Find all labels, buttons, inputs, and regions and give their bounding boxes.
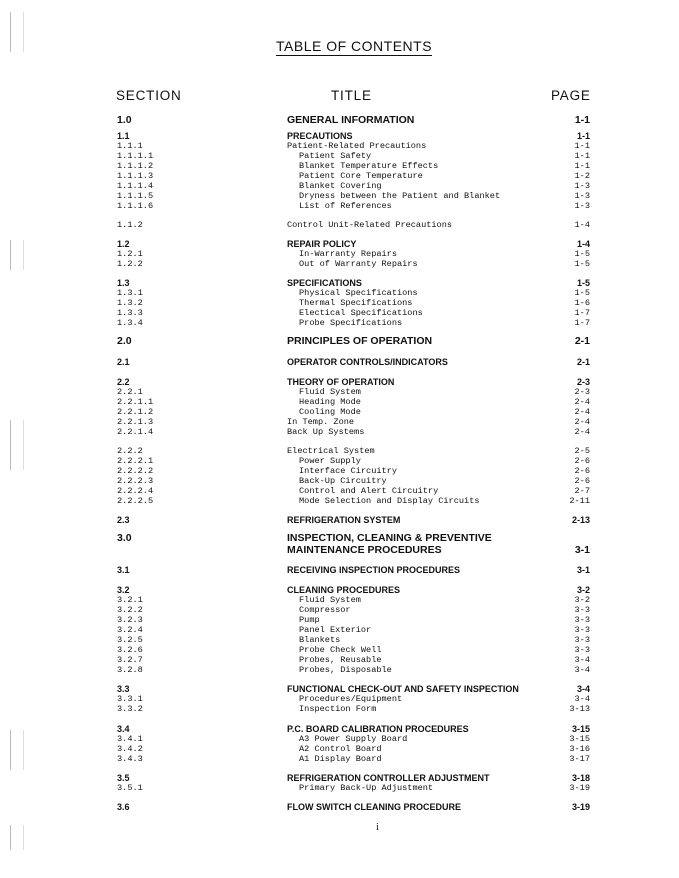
toc-entry-title: Pump	[299, 615, 320, 625]
toc-page-wrap	[0, 615, 590, 625]
toc-section-number: 3.2.1	[117, 595, 143, 605]
toc-section-number: 3.4.3	[117, 754, 143, 764]
toc-entry-title: List of References	[299, 201, 392, 211]
toc-entry-title: In Temp. Zone	[287, 417, 355, 427]
toc-page-wrap	[0, 744, 590, 754]
toc-entry-title: Blankets	[299, 635, 341, 645]
toc-section-number: 3.4.1	[117, 734, 143, 744]
toc-section-number: 3.2.7	[117, 655, 143, 665]
toc-page-number: 2-6	[574, 456, 590, 466]
toc-entry-title: A1 Display Board	[299, 754, 382, 764]
toc-section-number: 2.3	[117, 515, 130, 525]
toc-page-number: 1-3	[574, 201, 590, 211]
toc-page-number: 1-7	[574, 318, 590, 328]
toc-page-number: 1-3	[574, 181, 590, 191]
toc-entry	[0, 181, 679, 191]
toc-page-number: 3-15	[571, 724, 590, 734]
toc-entry	[0, 466, 679, 476]
toc-section-number: 2.2.2.1	[117, 456, 154, 466]
toc-section-number: 2.2.2	[117, 446, 143, 456]
toc-page-wrap	[0, 377, 590, 387]
toc-page-number: 1-6	[574, 298, 590, 308]
toc-page-number: 1-7	[574, 308, 590, 318]
toc-section-number: 3.1	[117, 565, 130, 575]
toc-entry-title: Patient Core Temperature	[299, 171, 423, 181]
toc-page-number: 3-18	[571, 773, 590, 783]
toc-entry	[0, 298, 679, 308]
toc-section-number: 3.2.4	[117, 625, 143, 635]
toc-page-wrap	[0, 387, 590, 397]
toc-page-wrap	[0, 515, 590, 525]
toc-page-number: 2-5	[574, 446, 590, 456]
toc-page-wrap	[0, 336, 590, 346]
toc-entry-title: Blanket Temperature Effects	[299, 161, 439, 171]
toc-page-number: 1-1	[574, 114, 590, 126]
toc-section-number: 1.1.2	[117, 220, 143, 230]
toc-page-wrap	[0, 151, 590, 161]
toc-entry	[0, 201, 679, 211]
toc-entry-title: Back Up Systems	[287, 427, 365, 437]
toc-page-number: 3-3	[574, 635, 590, 645]
toc-page-number: 3-2	[576, 585, 590, 595]
toc-page-number: 2-1	[574, 335, 590, 347]
toc-page-wrap	[0, 220, 590, 230]
toc-section-number: 1.0	[117, 114, 132, 126]
toc-section-number: 3.0	[117, 532, 132, 544]
toc-page-number: 3-13	[569, 704, 590, 714]
page-number: i	[376, 822, 379, 833]
toc-entry	[0, 456, 679, 466]
toc-page-number: 1-1	[574, 141, 590, 151]
toc-section-number: 1.1.1.2	[117, 161, 154, 171]
toc-page-number: 3-1	[576, 565, 590, 575]
toc-section-number: 2.2.1.2	[117, 407, 154, 417]
toc-entry	[0, 645, 679, 655]
toc-entry-title: MAINTENANCE PROCEDURES	[287, 544, 442, 556]
toc-page-number: 2-11	[569, 496, 590, 506]
toc-page-wrap	[0, 565, 590, 575]
toc-page-wrap	[0, 754, 590, 764]
toc-entry-title: Primary Back-Up Adjustment	[299, 783, 434, 793]
toc-page-number: 3-3	[574, 645, 590, 655]
toc-section-number: 1.1.1	[117, 141, 143, 151]
toc-entry	[0, 605, 679, 615]
toc-page-number: 1-5	[574, 288, 590, 298]
toc-page-wrap	[0, 496, 590, 506]
toc-entry	[0, 278, 679, 288]
toc-section-number: 3.2	[117, 585, 130, 595]
toc-entry-title: Physical Specifications	[299, 288, 418, 298]
toc-section-number: 3.2.8	[117, 665, 143, 675]
toc-page-number: 3-16	[569, 744, 590, 754]
toc-section-number: 3.6	[117, 802, 130, 812]
toc-entry	[0, 565, 679, 575]
toc-entry	[0, 773, 679, 783]
toc-page-wrap	[0, 357, 590, 367]
toc-entry	[0, 220, 679, 230]
toc-entry-title: Probes, Reusable	[299, 655, 382, 665]
toc-entry-title: Probe Specifications	[299, 318, 403, 328]
toc-section-number: 3.4	[117, 724, 130, 734]
toc-entry	[0, 249, 679, 259]
toc-section-number: 3.3	[117, 684, 130, 694]
toc-page-number: 1-1	[574, 151, 590, 161]
toc-entry	[0, 515, 679, 525]
toc-page-number: 3-4	[574, 655, 590, 665]
toc-page-number: 3-17	[569, 754, 590, 764]
toc-entry-title: Patient Safety	[299, 151, 372, 161]
toc-entry	[0, 754, 679, 764]
toc-entry-title: Out of Warranty Repairs	[299, 259, 418, 269]
toc-page-wrap	[0, 141, 590, 151]
toc-entry	[0, 724, 679, 734]
toc-entry	[0, 115, 679, 125]
toc-page-wrap	[0, 288, 590, 298]
toc-entry-title: Probes, Disposable	[299, 665, 392, 675]
toc-page-wrap	[0, 595, 590, 605]
toc-page-wrap	[0, 427, 590, 437]
toc-section-number: 1.2.2	[117, 259, 143, 269]
toc-section-number: 2.2.1	[117, 387, 143, 397]
toc-entry	[0, 357, 679, 367]
toc-entry	[0, 744, 679, 754]
toc-page-wrap	[0, 655, 590, 665]
toc-entry	[0, 446, 679, 456]
toc-section-number: 2.2.1.3	[117, 417, 154, 427]
toc-entry	[0, 496, 679, 506]
toc-entry-title: Blanket Covering	[299, 181, 382, 191]
toc-section-number: 3.4.2	[117, 744, 143, 754]
toc-section-number: 3.3.2	[117, 704, 143, 714]
toc-page-wrap	[0, 605, 590, 615]
toc-entry-title: REFRIGERATION SYSTEM	[287, 515, 401, 525]
toc-page-number: 3-4	[574, 665, 590, 675]
toc-section-number: 1.3	[117, 278, 130, 288]
toc-page-wrap	[0, 665, 590, 675]
toc-entry	[0, 318, 679, 328]
toc-page-wrap	[0, 171, 590, 181]
toc-entry	[0, 533, 679, 543]
toc-section-number: 3.2.6	[117, 645, 143, 655]
toc-section-number: 3.2.2	[117, 605, 143, 615]
toc-page-number: 3-15	[569, 734, 590, 744]
toc-section-number: 2.2.1.4	[117, 427, 154, 437]
scan-edge-mark	[10, 12, 24, 52]
toc-entry	[0, 585, 679, 595]
toc-entry	[0, 151, 679, 161]
toc-entry	[0, 783, 679, 793]
toc-page-wrap	[0, 694, 590, 704]
toc-page-wrap	[0, 446, 590, 456]
toc-entry-title: A2 Control Board	[299, 744, 382, 754]
toc-entry	[0, 387, 679, 397]
toc-page-wrap	[0, 181, 590, 191]
toc-section-number: 3.5	[117, 773, 130, 783]
toc-page-number: 2-1	[576, 357, 590, 367]
toc-page-number: 2-3	[576, 377, 590, 387]
toc-section-number: 2.2.2.2	[117, 466, 154, 476]
toc-entry-title: PRECAUTIONS	[287, 131, 353, 141]
section-column-header: SECTION	[116, 88, 182, 103]
toc-page-number: 3-4	[576, 684, 590, 694]
toc-page-wrap	[0, 259, 590, 269]
toc-entry-title: Control Unit-Related Precautions	[287, 220, 453, 230]
toc-entry-title: Thermal Specifications	[299, 298, 413, 308]
toc-page-wrap	[0, 773, 590, 783]
toc-entry-title: Power Supply	[299, 456, 361, 466]
toc-entry	[0, 655, 679, 665]
toc-page-wrap	[0, 585, 590, 595]
toc-entry-title: A3 Power Supply Board	[299, 734, 408, 744]
toc-page-number: 2-4	[574, 407, 590, 417]
toc-page-number: 1-1	[576, 131, 590, 141]
toc-entry-title: CLEANING PROCEDURES	[287, 585, 401, 595]
toc-section-number: 2.2.2.5	[117, 496, 154, 506]
toc-entry	[0, 336, 679, 346]
toc-page-wrap	[0, 407, 590, 417]
toc-entry-title: Procedures/Equipment	[299, 694, 403, 704]
toc-section-number: 1.2	[117, 239, 130, 249]
toc-page-wrap	[0, 645, 590, 655]
toc-entry	[0, 239, 679, 249]
toc-page-number: 1-3	[574, 191, 590, 201]
toc-entry-title: REPAIR POLICY	[287, 239, 357, 249]
toc-entry	[0, 171, 679, 181]
toc-page-number: 1-1	[574, 161, 590, 171]
toc-page-wrap	[0, 278, 590, 288]
toc-entry	[0, 407, 679, 417]
toc-entry	[0, 308, 679, 318]
toc-section-number: 3.5.1	[117, 783, 143, 793]
toc-section-number: 3.2.5	[117, 635, 143, 645]
toc-section-number: 1.1.1.4	[117, 181, 154, 191]
toc-section-number: 1.3.1	[117, 288, 143, 298]
toc-page-wrap	[0, 486, 590, 496]
toc-entry-title: INSPECTION, CLEANING & PREVENTIVE	[287, 532, 492, 544]
toc-entry-title: PRINCIPLES OF OPERATION	[287, 335, 433, 347]
toc-section-number: 2.2	[117, 377, 130, 387]
toc-entry	[0, 545, 679, 555]
toc-section-number: 2.1	[117, 357, 130, 367]
toc-entry-title: Mode Selection and Display Circuits	[299, 496, 480, 506]
toc-entry	[0, 595, 679, 605]
toc-page-wrap	[0, 545, 590, 555]
toc-entry-title: Inspection Form	[299, 704, 377, 714]
toc-page-number: 2-6	[574, 476, 590, 486]
toc-page-number: 2-4	[574, 427, 590, 437]
toc-page-wrap	[0, 239, 590, 249]
toc-entry	[0, 734, 679, 744]
toc-page-number: 3-19	[569, 783, 590, 793]
toc-page-wrap	[0, 802, 590, 812]
toc-entry-title: Patient-Related Precautions	[287, 141, 427, 151]
toc-entry	[0, 191, 679, 201]
toc-page-wrap	[0, 625, 590, 635]
toc-entry	[0, 615, 679, 625]
toc-page-wrap	[0, 397, 590, 407]
toc-section-number: 1.1	[117, 131, 130, 141]
toc-page-number: 3-19	[571, 802, 590, 812]
toc-page-number: 3-3	[574, 625, 590, 635]
toc-page-wrap	[0, 131, 590, 141]
toc-page-number: 3-3	[574, 605, 590, 615]
toc-entry	[0, 635, 679, 645]
toc-page-wrap	[0, 684, 590, 694]
toc-section-number: 2.2.1.1	[117, 397, 154, 407]
toc-entry	[0, 665, 679, 675]
toc-page-wrap	[0, 115, 590, 125]
toc-entry-title: P.C. BOARD CALIBRATION PROCEDURES	[287, 724, 469, 734]
toc-section-number: 1.3.4	[117, 318, 143, 328]
toc-section-number: 2.2.2.4	[117, 486, 154, 496]
toc-entry	[0, 476, 679, 486]
toc-section-number: 2.0	[117, 335, 132, 347]
toc-page-wrap	[0, 724, 590, 734]
toc-entry-title: GENERAL INFORMATION	[287, 114, 415, 126]
toc-entry	[0, 625, 679, 635]
toc-page-wrap	[0, 533, 590, 543]
toc-section-number: 3.3.1	[117, 694, 143, 704]
toc-section-number: 1.1.1.6	[117, 201, 154, 211]
toc-section-number: 1.1.1.3	[117, 171, 154, 181]
toc-entry-title: Electical Specifications	[299, 308, 423, 318]
toc-entry-title: Heading Mode	[299, 397, 361, 407]
toc-section-number: 1.1.1.1	[117, 151, 154, 161]
toc-page-wrap	[0, 417, 590, 427]
toc-section-number: 1.2.1	[117, 249, 143, 259]
toc-entry-title: SPECIFICATIONS	[287, 278, 362, 288]
page-title: TABLE OF CONTENTS	[276, 38, 433, 54]
toc-entry-title: Fluid System	[299, 387, 361, 397]
toc-section-number: 1.3.2	[117, 298, 143, 308]
toc-entry	[0, 684, 679, 694]
toc-page-wrap	[0, 298, 590, 308]
toc-entry-title: Interface Circuitry	[299, 466, 397, 476]
toc-entry-title: Electrical System	[287, 446, 375, 456]
toc-page-number: 2-4	[574, 397, 590, 407]
toc-entry-title: Compressor	[299, 605, 351, 615]
toc-section-number: 1.3.3	[117, 308, 143, 318]
toc-page-number: 1-5	[576, 278, 590, 288]
toc-page-number: 3-1	[574, 544, 590, 556]
toc-entry	[0, 377, 679, 387]
toc-entry-title: REFRIGERATION CONTROLLER ADJUSTMENT	[287, 773, 490, 783]
toc-entry-title: OPERATOR CONTROLS/INDICATORS	[287, 357, 448, 367]
toc-entry-title: RECEIVING INSPECTION PROCEDURES	[287, 565, 461, 575]
toc-entry	[0, 802, 679, 812]
toc-page-number: 1-4	[574, 220, 590, 230]
toc-section-number: 2.2.2.3	[117, 476, 154, 486]
toc-page-number: 1-5	[574, 249, 590, 259]
title-column-header: TITLE	[331, 88, 372, 103]
toc-entry-title: Fluid System	[299, 595, 361, 605]
toc-page-wrap	[0, 734, 590, 744]
toc-page-number: 1-2	[574, 171, 590, 181]
toc-entry	[0, 694, 679, 704]
toc-entry	[0, 704, 679, 714]
toc-entry	[0, 486, 679, 496]
toc-page-number: 3-4	[574, 694, 590, 704]
toc-page-number: 1-4	[576, 239, 590, 249]
scan-edge-mark	[10, 825, 24, 850]
toc-page-number: 2-7	[574, 486, 590, 496]
toc-entry	[0, 397, 679, 407]
toc-page-number: 2-13	[571, 515, 590, 525]
toc-entry-title: In-Warranty Repairs	[299, 249, 397, 259]
toc-entry	[0, 288, 679, 298]
toc-page-wrap	[0, 456, 590, 466]
toc-entry	[0, 131, 679, 141]
toc-page-wrap	[0, 783, 590, 793]
toc-page-number: 2-4	[574, 417, 590, 427]
toc-page-wrap	[0, 191, 590, 201]
toc-page-wrap	[0, 318, 590, 328]
toc-page-wrap	[0, 161, 590, 171]
toc-entry-title: FUNCTIONAL CHECK-OUT AND SAFETY INSPECTION	[287, 684, 519, 694]
toc-entry	[0, 161, 679, 171]
toc-page-number: 1-5	[574, 259, 590, 269]
toc-entry-title: FLOW SWITCH CLEANING PROCEDURE	[287, 802, 461, 812]
toc-entry-title: Cooling Mode	[299, 407, 361, 417]
toc-entry-title: THEORY OF OPERATION	[287, 377, 395, 387]
toc-page-wrap	[0, 308, 590, 318]
toc-page-number: 2-3	[574, 387, 590, 397]
toc-page-number: 2-6	[574, 466, 590, 476]
toc-entry-title: Back-Up Circuitry	[299, 476, 387, 486]
toc-section-number: 3.2.3	[117, 615, 143, 625]
toc-page-wrap	[0, 249, 590, 259]
page-column-header: PAGE	[551, 88, 591, 103]
toc-page-wrap	[0, 201, 590, 211]
toc-page-wrap	[0, 466, 590, 476]
toc-entry-title: Control and Alert Circuitry	[299, 486, 439, 496]
toc-entry-title: Dryness between the Patient and Blanket	[299, 191, 501, 201]
toc-page-number: 3-2	[574, 595, 590, 605]
toc-entry-title: Panel Exterior	[299, 625, 372, 635]
toc-entry	[0, 141, 679, 151]
toc-page-wrap	[0, 635, 590, 645]
toc-page-wrap	[0, 704, 590, 714]
toc-entry	[0, 427, 679, 437]
toc-entry-title: Probe Check Well	[299, 645, 382, 655]
toc-page-wrap	[0, 476, 590, 486]
toc-section-number: 1.1.1.5	[117, 191, 154, 201]
toc-entry	[0, 417, 679, 427]
toc-page-number: 3-3	[574, 615, 590, 625]
toc-entry	[0, 259, 679, 269]
